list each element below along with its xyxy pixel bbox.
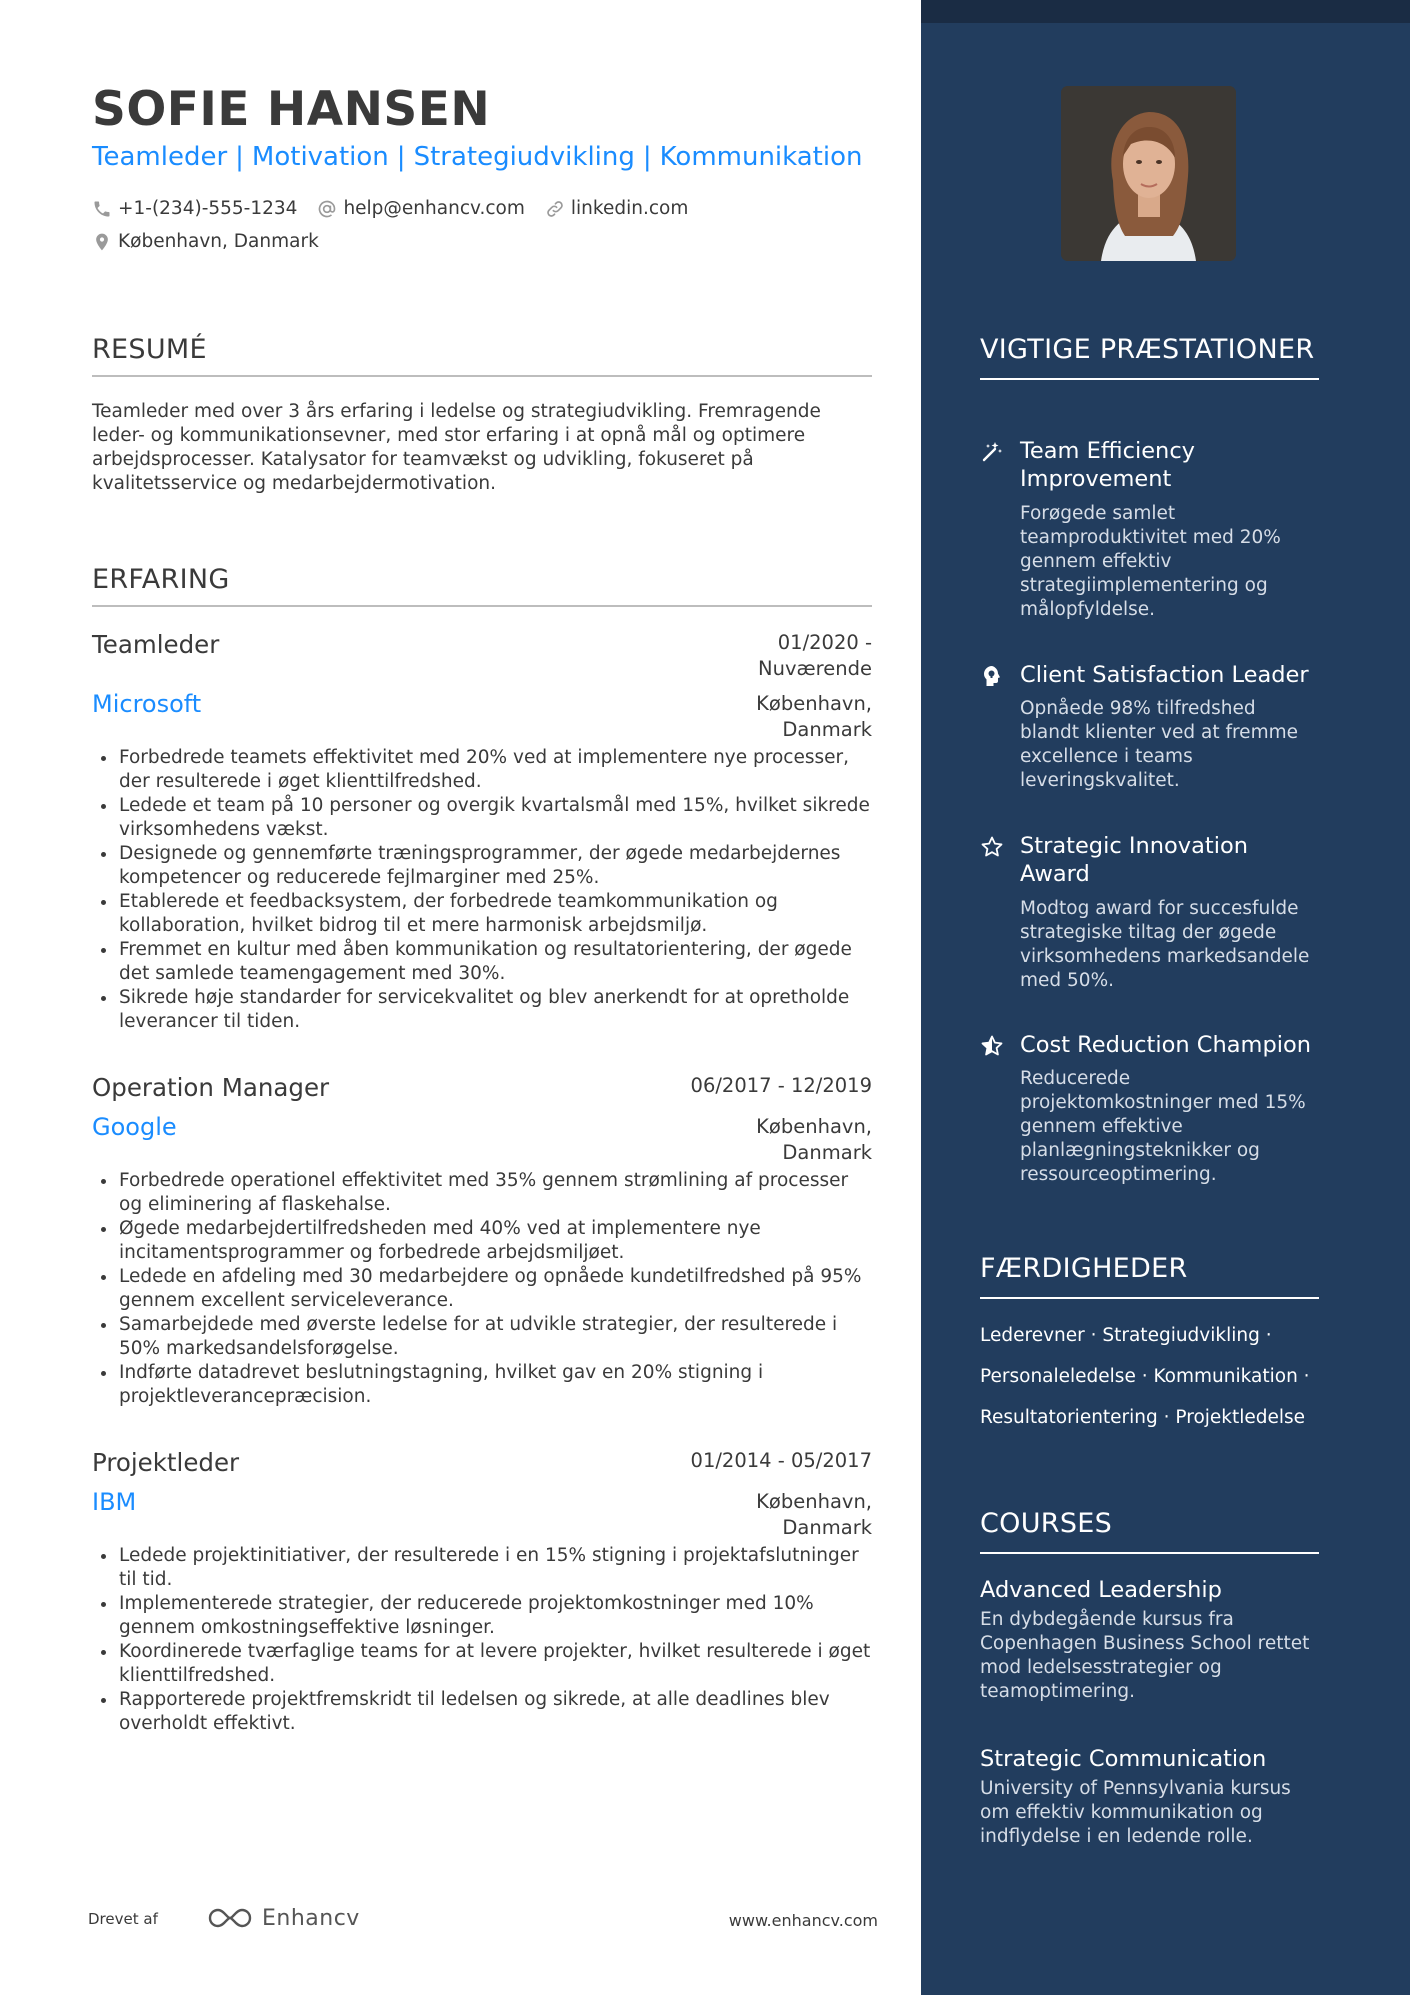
job-date-line: 01/2014 - 05/2017 xyxy=(690,1449,872,1472)
skills-heading: FÆRDIGHEDER xyxy=(980,1250,1319,1299)
location-contact xyxy=(92,231,319,252)
location-pin-icon xyxy=(92,232,112,252)
job-date-line: Nuværende xyxy=(758,657,872,680)
job-location xyxy=(756,1489,872,1541)
job-date-line: 06/2017 - 12/2019 xyxy=(690,1074,872,1097)
email-contact[interactable] xyxy=(317,198,524,219)
job-location xyxy=(756,1114,872,1166)
bullet-item: Koordinerede tværfaglige teams for at levere projekter, hvilket resulterede i øget klienttilfredshed. xyxy=(92,1640,872,1688)
link-icon xyxy=(545,199,565,219)
job-location-line: Danmark xyxy=(782,1141,872,1164)
job-dates xyxy=(691,1448,872,1474)
candidate-name: SOFIE HANSEN xyxy=(92,82,491,137)
achievement-title: Team Efficiency Improvement xyxy=(1020,438,1196,492)
job-location xyxy=(756,691,872,743)
website-link[interactable]: www.enhancv.com xyxy=(728,1911,878,1930)
achievement-description: Modtog award for succesfulde strategiske tiltag der øgede virksomhedens markedsandele med 50%. xyxy=(1020,898,1310,991)
job-title: Projektleder xyxy=(92,1448,240,1477)
achievements-heading: VIGTIGE PRÆSTATIONER xyxy=(980,331,1319,380)
separator: | xyxy=(235,142,244,172)
email-address: help@enhancv.com xyxy=(343,198,525,219)
achievement-description: Forøgede samlet teamproduktivitet med 20% gennem effektiv strategiimplementering og målopfyldelse. xyxy=(1020,503,1281,620)
contact-row xyxy=(92,198,708,219)
phone-number: +1-(234)-555-1234 xyxy=(118,198,298,219)
course-description: En dybdegående kursus fra Copenhagen Business School rettet mod ledelsesstrategier og teamoptimering. xyxy=(980,1609,1310,1702)
enhancv-logo[interactable] xyxy=(206,1905,360,1931)
profile-photo xyxy=(1061,86,1236,261)
job-dates xyxy=(758,630,872,682)
course-item xyxy=(980,1745,1319,1849)
job-title: Teamleder xyxy=(92,630,220,659)
job-location-line: Danmark xyxy=(782,1516,872,1539)
bullet-item: Etablerede et feedbacksystem, der forbedrede teamkommunikation og kollaboration, hvilket bidrog til et mere harmonisk arbejdsmiljø. xyxy=(92,890,872,938)
job-date-line: 01/2020 - xyxy=(777,631,872,654)
bullet-item: Ledede projektinitiativer, der resulterede i en 15% stigning i projektafslutninger til tid. xyxy=(92,1544,872,1592)
skills-line: Personaleledelse · Kommunikation · xyxy=(980,1366,1310,1387)
courses-heading: COURSES xyxy=(980,1505,1319,1554)
headline-title: Strategiudvikling xyxy=(413,142,635,172)
course-title: Advanced Leadership xyxy=(980,1577,1222,1603)
phone-icon xyxy=(92,199,112,219)
job-dates xyxy=(691,1073,872,1099)
linkedin-contact[interactable] xyxy=(545,198,688,219)
skills-line: Resultatorientering · Projektledelse xyxy=(980,1407,1306,1428)
headline-title: Kommunikation xyxy=(659,142,863,172)
job-title: Operation Manager xyxy=(92,1073,330,1102)
phone-contact[interactable] xyxy=(92,198,297,219)
bullet-item: Forbedrede teamets effektivitet med 20% ved at implementere nye processer, der resulterede i øget klienttilfredshed. xyxy=(92,746,872,794)
skills-line: Lederevner · Strategiudvikling · xyxy=(980,1325,1272,1346)
course-item xyxy=(980,1576,1319,1704)
job-location-line: Danmark xyxy=(782,718,872,741)
achievement-title: Strategic Innovation Award xyxy=(1020,833,1248,887)
job-location-line: København, xyxy=(756,1115,872,1138)
course-description: University of Pennsylvania kursus om effektiv kommunikation og indflydelse i en ledende rolle. xyxy=(980,1778,1291,1847)
company-name[interactable]: IBM xyxy=(92,1488,137,1516)
job-location-line: København, xyxy=(756,1490,872,1513)
portrait-image xyxy=(1061,86,1236,261)
enhancv-brand: Enhancv xyxy=(262,1905,360,1931)
summary-text: Teamleder med over 3 års erfaring i ledelse og strategiudvikling. Fremragende leder- og kommunikationsevner, med stor erfaring i at opnå mål og optimere arbejdsprocesser. Katalysator for teamvækst og udvikling, fokuseret på kvalitetsservice og medarbejdermotivation. xyxy=(92,401,821,494)
company-name[interactable]: Microsoft xyxy=(92,690,202,718)
bullet-item: Ledede en afdeling med 30 medarbejdere og opnåede kundetilfredshed på 95% gennem excellent serviceleverance. xyxy=(92,1265,872,1313)
star-half-icon xyxy=(980,1034,1004,1058)
achievement-title: Client Satisfaction Leader xyxy=(1020,662,1309,688)
job-bullets xyxy=(92,1169,872,1409)
job-bullets xyxy=(92,1544,872,1736)
bullet-item: Ledede et team på 10 personer og overgik kvartalsmål med 15%, hvilket sikrede virksomhedens vækst. xyxy=(92,794,872,842)
bullet-item: Designede og gennemførte træningsprogrammer, der øgede medarbejdernes kompetencer og reducerede fejlmarginer med 25%. xyxy=(92,842,872,890)
achievement-description: Opnåede 98% tilfredshed blandt klienter ved at fremme excellence i teams leveringskvalitet. xyxy=(1020,698,1298,791)
sidebar xyxy=(921,0,1410,1995)
at-icon xyxy=(317,199,337,219)
headline-titles xyxy=(92,142,863,172)
headline-title: Motivation xyxy=(251,142,389,172)
bullet-item: Fremmet en kultur med åben kommunikation og resultatorientering, der øgede det samlede teamengagement med 30%. xyxy=(92,938,872,986)
summary-heading: RESUMÉ xyxy=(92,334,872,377)
achievement-title: Cost Reduction Champion xyxy=(1020,1032,1312,1058)
skills-list xyxy=(980,1315,1319,1438)
bullet-item: Rapporterede projektfremskridt til ledelsen og sikrede, at alle deadlines blev overholdt effektivt. xyxy=(92,1688,872,1736)
head-lightbulb-icon xyxy=(980,664,1004,688)
powered-by-label: Drevet af xyxy=(88,1910,158,1928)
bullet-item: Øgede medarbejdertilfredsheden med 40% ved at implementere nye incitamentsprogrammer og forbedrede arbejdsmiljøet. xyxy=(92,1217,872,1265)
achievement-description: Reducerede projektomkostninger med 15% gennem effektive planlægningsteknikker og ressourceoptimering. xyxy=(1020,1068,1306,1185)
bullet-item: Indførte datadrevet beslutningstagning, hvilket gav en 20% stigning i projektleverancepræcision. xyxy=(92,1361,872,1409)
location-text: København, Danmark xyxy=(118,231,319,252)
star-outline-icon xyxy=(980,835,1004,859)
bullet-item: Samarbejdede med øverste ledelse for at udvikle strategier, der resulterede i 50% markedsandelsforøgelse. xyxy=(92,1313,872,1361)
separator: | xyxy=(642,142,652,172)
sidebar-top-bar xyxy=(921,0,1410,23)
job-location-line: København, xyxy=(756,692,872,715)
location-row xyxy=(92,231,339,252)
bullet-item: Sikrede høje standarder for servicekvalitet og blev anerkendt for at opretholde leverancer til tiden. xyxy=(92,986,872,1034)
footer xyxy=(88,1905,878,1945)
experience-heading: ERFARING xyxy=(92,564,872,607)
separator: | xyxy=(396,142,406,172)
enhancv-infinity-icon xyxy=(206,1905,254,1931)
bullet-item: Forbedrede operationel effektivitet med 35% gennem strømlining af processer og eliminering af flaskehalse. xyxy=(92,1169,872,1217)
linkedin-link: linkedin.com xyxy=(570,198,689,219)
job-bullets xyxy=(92,746,872,1034)
magic-wand-icon xyxy=(980,440,1004,464)
headline-title: Teamleder xyxy=(92,142,228,172)
bullet-item: Implementerede strategier, der reducerede projektomkostninger med 10% gennem omkostningseffektive løsninger. xyxy=(92,1592,872,1640)
company-name[interactable]: Google xyxy=(92,1113,177,1141)
course-title: Strategic Communication xyxy=(980,1746,1267,1772)
